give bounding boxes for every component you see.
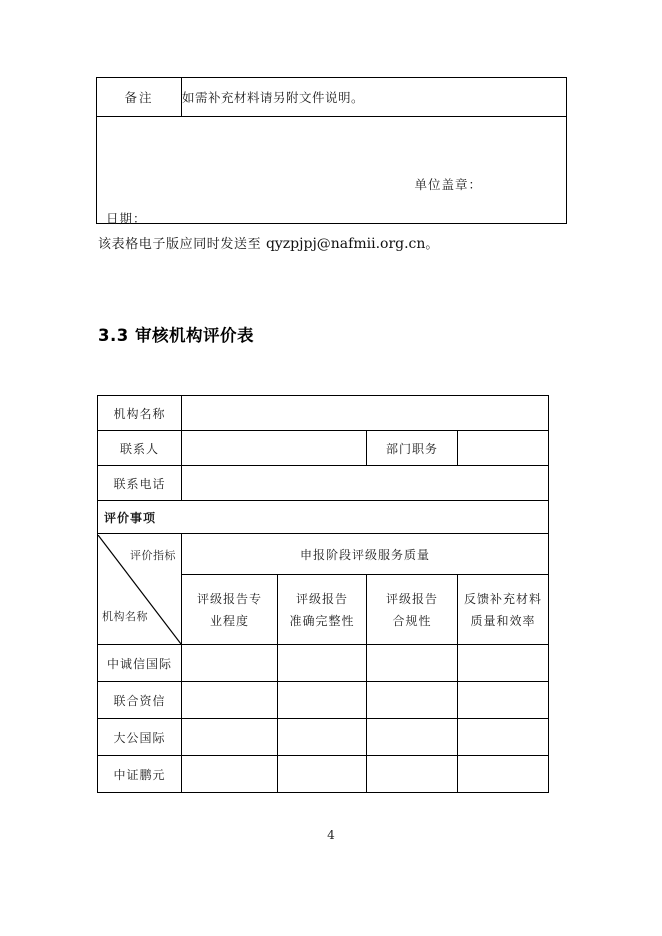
remark-label-cell: 备注 [97,78,182,117]
table-row [98,501,549,534]
company-seal-label: 单位盖章： [414,177,482,192]
agency-1-score-1[interactable] [182,645,278,682]
column-header-3-line1: 评级报告 [385,591,438,606]
contact-phone-label: 联系电话 [98,466,182,501]
dept-title-value[interactable] [458,431,549,466]
agency-name-2: 联合资信 [98,682,182,719]
agency-name-4: 中证鹏元 [98,756,182,793]
signature-cell[interactable] [97,117,567,224]
group-header-service-quality: 申报阶段评级服务质量 [182,534,549,575]
agency-2-score-2[interactable] [278,682,367,719]
table-row [97,117,567,224]
contact-phone-value[interactable] [182,466,549,501]
agency-3-score-4[interactable] [458,719,549,756]
table-row [98,396,549,431]
remark-value-cell[interactable]: 如需补充材料请另附文件说明。 [182,78,567,117]
org-name-label: 机构名称 [98,396,182,431]
agency-name-3: 大公国际 [98,719,182,756]
corner-agency-label: 机构名称 [102,609,148,623]
agency-name-1: 中诚信国际 [98,645,182,682]
table-row [98,719,549,756]
agency-1-score-3[interactable] [367,645,458,682]
column-header-1-line1: 评级报告专 [196,591,262,606]
agency-2-score-3[interactable] [367,682,458,719]
agency-2-score-4[interactable] [458,682,549,719]
table-row [98,645,549,682]
agency-4-score-2[interactable] [278,756,367,793]
column-header-4 [458,575,549,645]
column-header-4-line1: 反馈补充材料 [463,591,542,606]
column-header-3-line2: 合规性 [392,613,432,628]
contact-person-label: 联系人 [98,431,182,466]
column-header-2-line2: 准确完整性 [289,613,355,628]
table-row [98,756,549,793]
diagonal-header-cell [98,534,182,645]
evaluation-table [97,395,549,793]
table-row [98,431,549,466]
column-header-2-line1: 评级报告 [295,591,348,606]
agency-4-score-3[interactable] [367,756,458,793]
evaluation-items-title: 评价事项 [98,501,549,534]
table-row [97,78,567,117]
contact-person-value[interactable] [182,431,367,466]
agency-1-score-2[interactable] [278,645,367,682]
remarks-table [96,77,567,224]
agency-1-score-4[interactable] [458,645,549,682]
agency-3-score-2[interactable] [278,719,367,756]
email-note-prefix: 该表格电子版应同时发送至 [98,237,266,252]
table-row [98,466,549,501]
email-note-suffix: 。 [425,237,440,252]
agency-4-score-4[interactable] [458,756,549,793]
agency-4-score-1[interactable] [182,756,278,793]
corner-metric-label: 评价指标 [130,548,176,562]
section-heading: 3.3 审核机构评价表 [98,326,254,345]
table-row [98,682,549,719]
date-label: 日期： [106,211,147,226]
column-header-3 [367,575,458,645]
page-number: 4 [327,828,335,842]
column-header-4-line2: 质量和效率 [470,613,536,628]
email-note [98,233,439,252]
dept-title-label: 部门职务 [367,431,458,466]
column-header-1 [182,575,278,645]
agency-3-score-3[interactable] [367,719,458,756]
column-header-1-line2: 业程度 [209,613,249,628]
agency-2-score-1[interactable] [182,682,278,719]
email-address: qyzpjpj@nafmii.org.cn [265,236,426,252]
org-name-value[interactable] [182,396,549,431]
agency-3-score-1[interactable] [182,719,278,756]
table-row [98,534,549,575]
column-header-2 [278,575,367,645]
